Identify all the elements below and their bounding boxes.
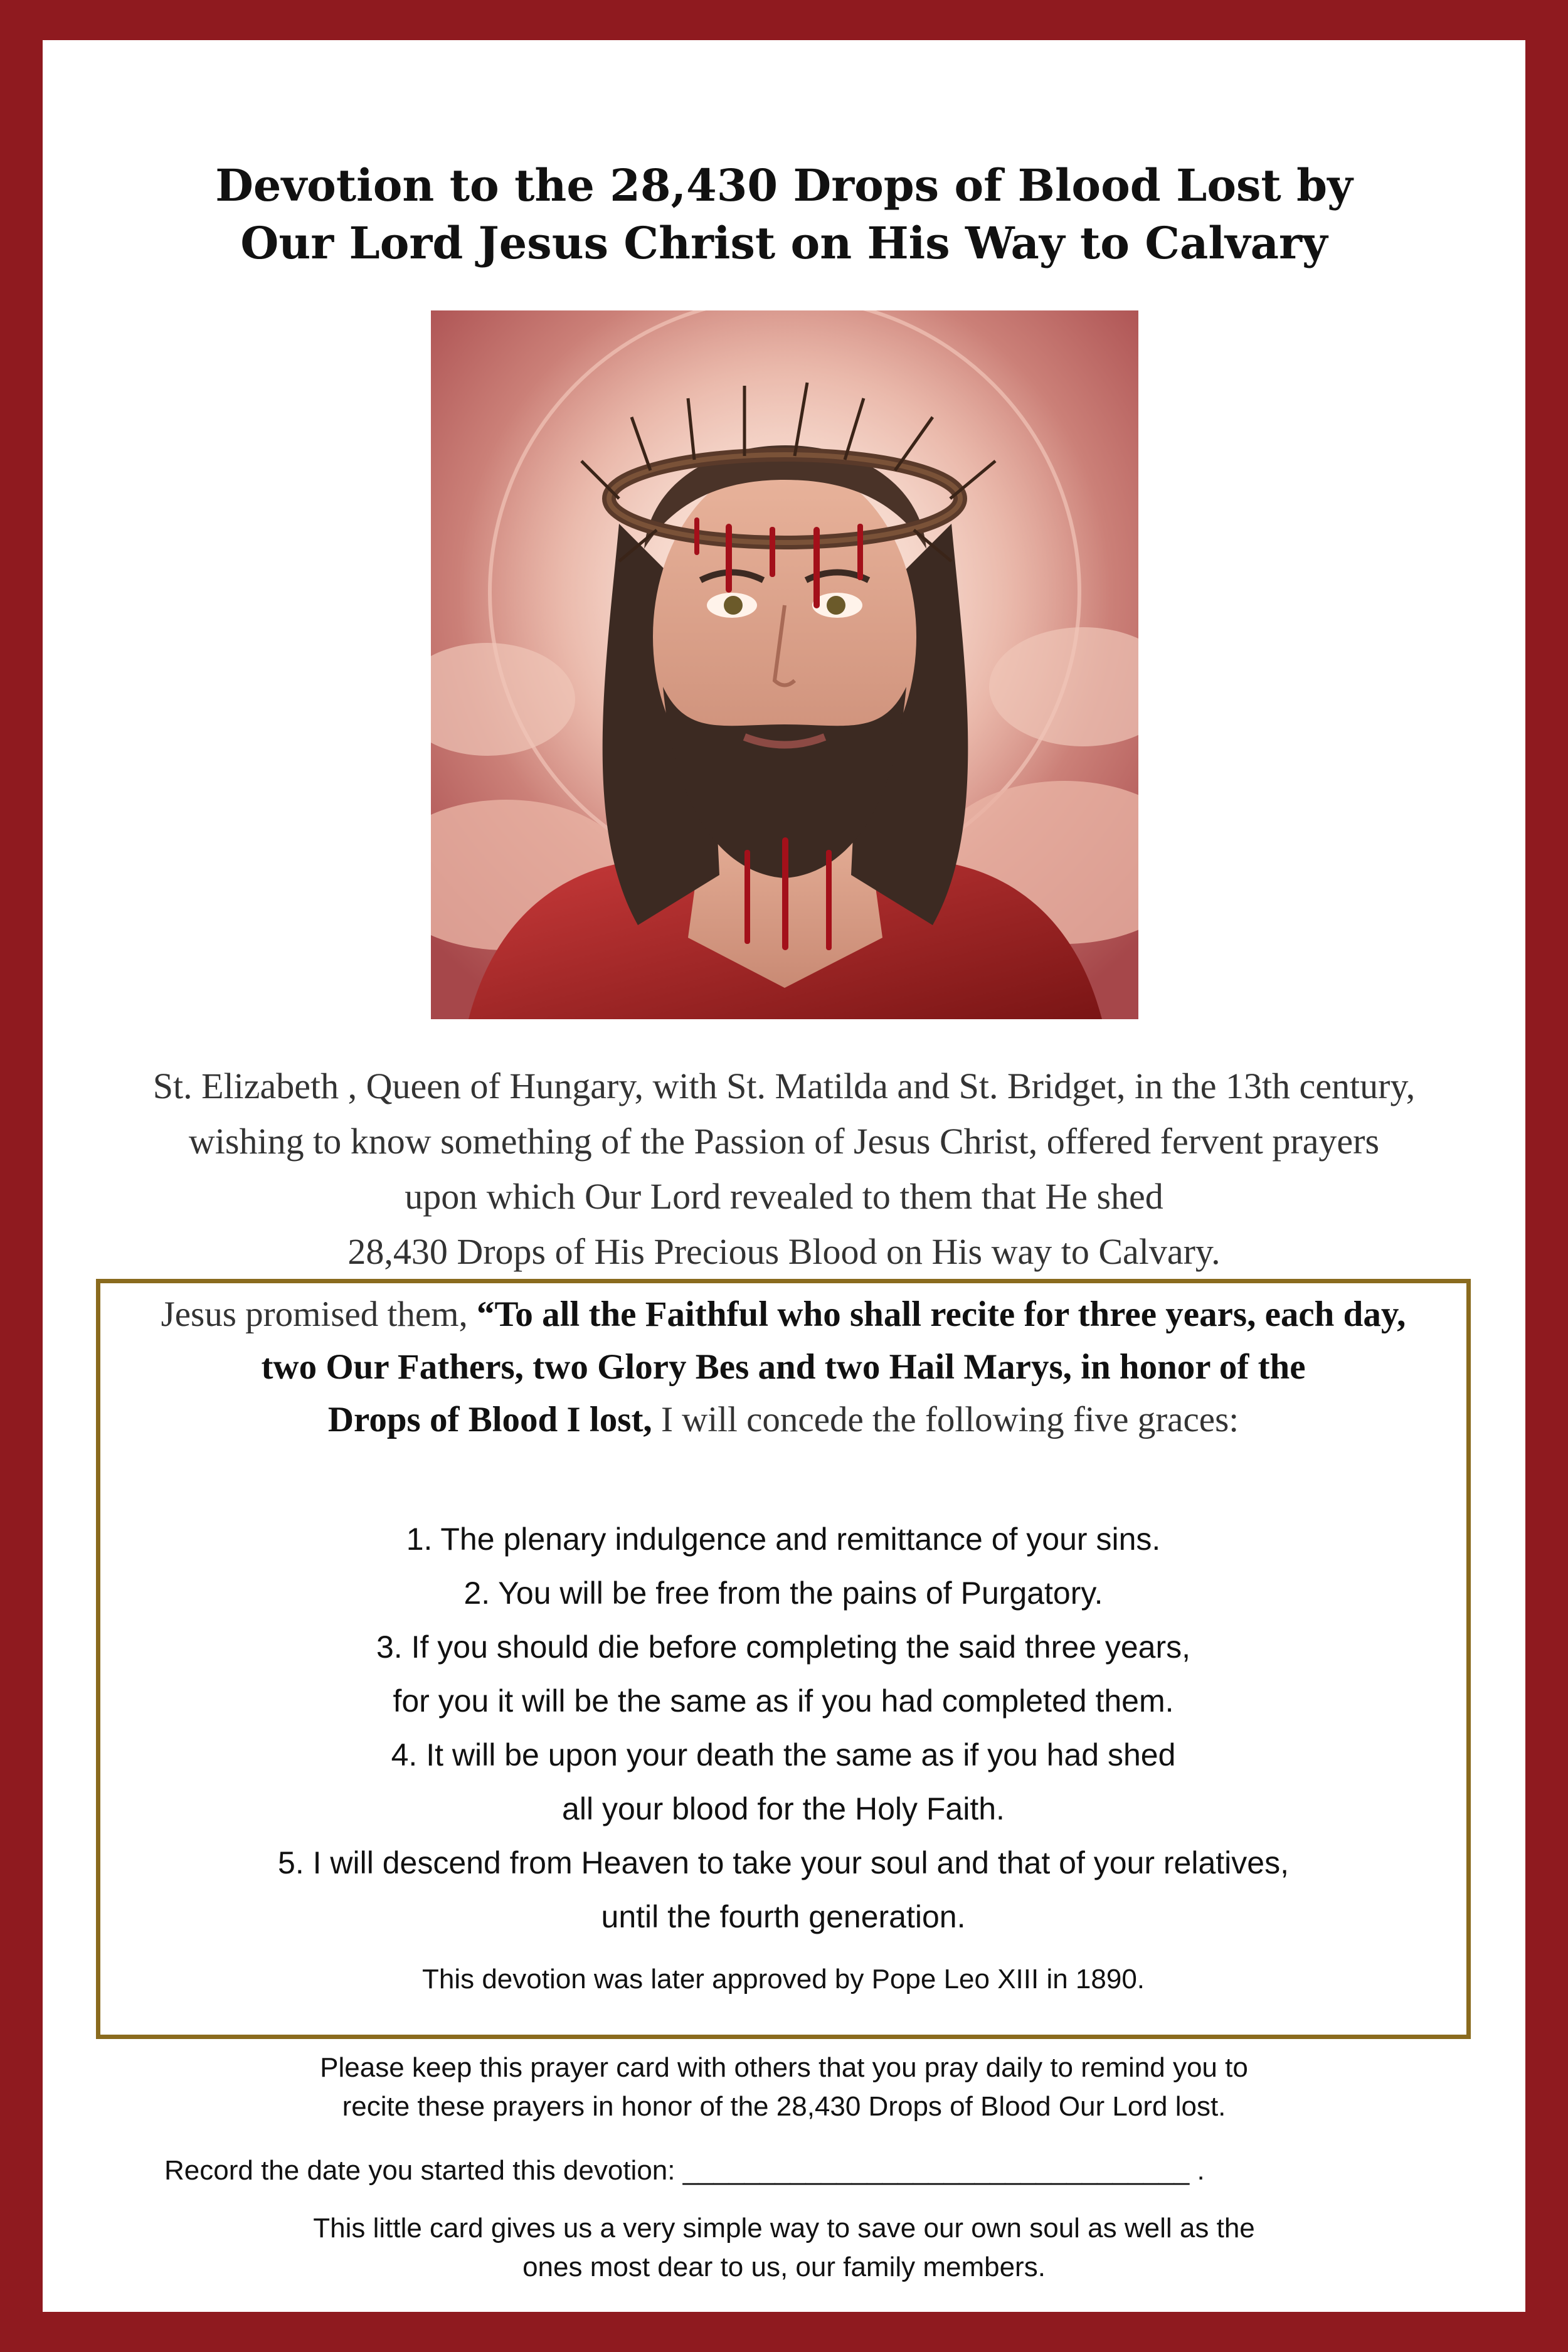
grace-line: 4. It will be upon your death the same as if you had shed — [391, 1737, 1176, 1772]
graces-list — [100, 1512, 1466, 1944]
keep-line: recite these prayers in honor of the 28,430 Drops of Blood Our Lord lost. — [342, 2091, 1226, 2122]
promise-line-2 — [100, 1341, 1466, 1394]
intro-line: wishing to know something of the Passion of Jesus Christ, offered fervent prayers — [188, 1121, 1380, 1162]
jesus-portrait-image — [431, 310, 1138, 1019]
page-title-line-2: Our Lord Jesus Christ on His Way to Calvary — [240, 217, 1328, 269]
record-date-line — [164, 2151, 1205, 2190]
grace-line: 1. The plenary indulgence and remittance of your sins. — [406, 1522, 1161, 1557]
grace-line: 2. You will be free from the pains of Purgatory. — [464, 1576, 1103, 1611]
grace-line: all your blood for the Holy Faith. — [562, 1791, 1005, 1826]
record-date-label: Record the date you started this devotion: — [164, 2155, 675, 2186]
page-title-line-1: Devotion to the 28,430 Drops of Blood Lost by — [215, 159, 1353, 211]
little-card-note — [43, 2209, 1525, 2287]
grace-line: 5. I will descend from Heaven to take your soul and that of your relatives, — [278, 1845, 1289, 1880]
promise-text-bold: two Our Fathers, two Glory Bes and two Hail Marys, in honor of the — [261, 1347, 1306, 1387]
promise-line-1 — [100, 1288, 1466, 1341]
promise-text-plain: I will concede the following five graces: — [652, 1400, 1239, 1439]
promise-text-plain: Jesus promised them, — [161, 1295, 477, 1334]
prayer-card — [43, 40, 1525, 2312]
little-line: ones most dear to us, our family members. — [522, 2252, 1046, 2282]
grace-line: 3. If you should die before completing the said three years, — [376, 1629, 1190, 1665]
intro-line: St. Elizabeth , Queen of Hungary, with St. Matilda and St. Bridget, in the 13th century, — [152, 1066, 1416, 1106]
keep-card-note — [43, 2048, 1525, 2126]
promise-text-bold: “To all the Faithful who shall recite for three years, each day, — [477, 1295, 1406, 1334]
intro-paragraph — [43, 1059, 1525, 1279]
promise-line-3 — [100, 1394, 1466, 1446]
approval-note: This devotion was later approved by Pope Leo XIII in 1890. — [421, 1964, 1145, 1994]
intro-line: upon which Our Lord revealed to them that He shed — [405, 1176, 1163, 1217]
keep-line: Please keep this prayer card with others that you pray daily to remind you to — [320, 2052, 1248, 2083]
grace-line: for you it will be the same as if you had completed them. — [393, 1683, 1174, 1719]
promise-text-bold: Drops of Blood I lost, — [327, 1400, 652, 1439]
record-date-blank[interactable]: _________________________________ . — [675, 2155, 1205, 2186]
promise-box — [96, 1279, 1471, 2039]
intro-line: 28,430 Drops of His Precious Blood on His way to Calvary. — [347, 1231, 1221, 1272]
grace-line: until the fourth generation. — [601, 1899, 966, 1934]
promise-paragraph — [100, 1288, 1466, 1446]
jesus-crown-of-thorns-portrait-icon — [431, 310, 1138, 1019]
little-line: This little card gives us a very simple way to save our own soul as well as the — [313, 2213, 1255, 2243]
